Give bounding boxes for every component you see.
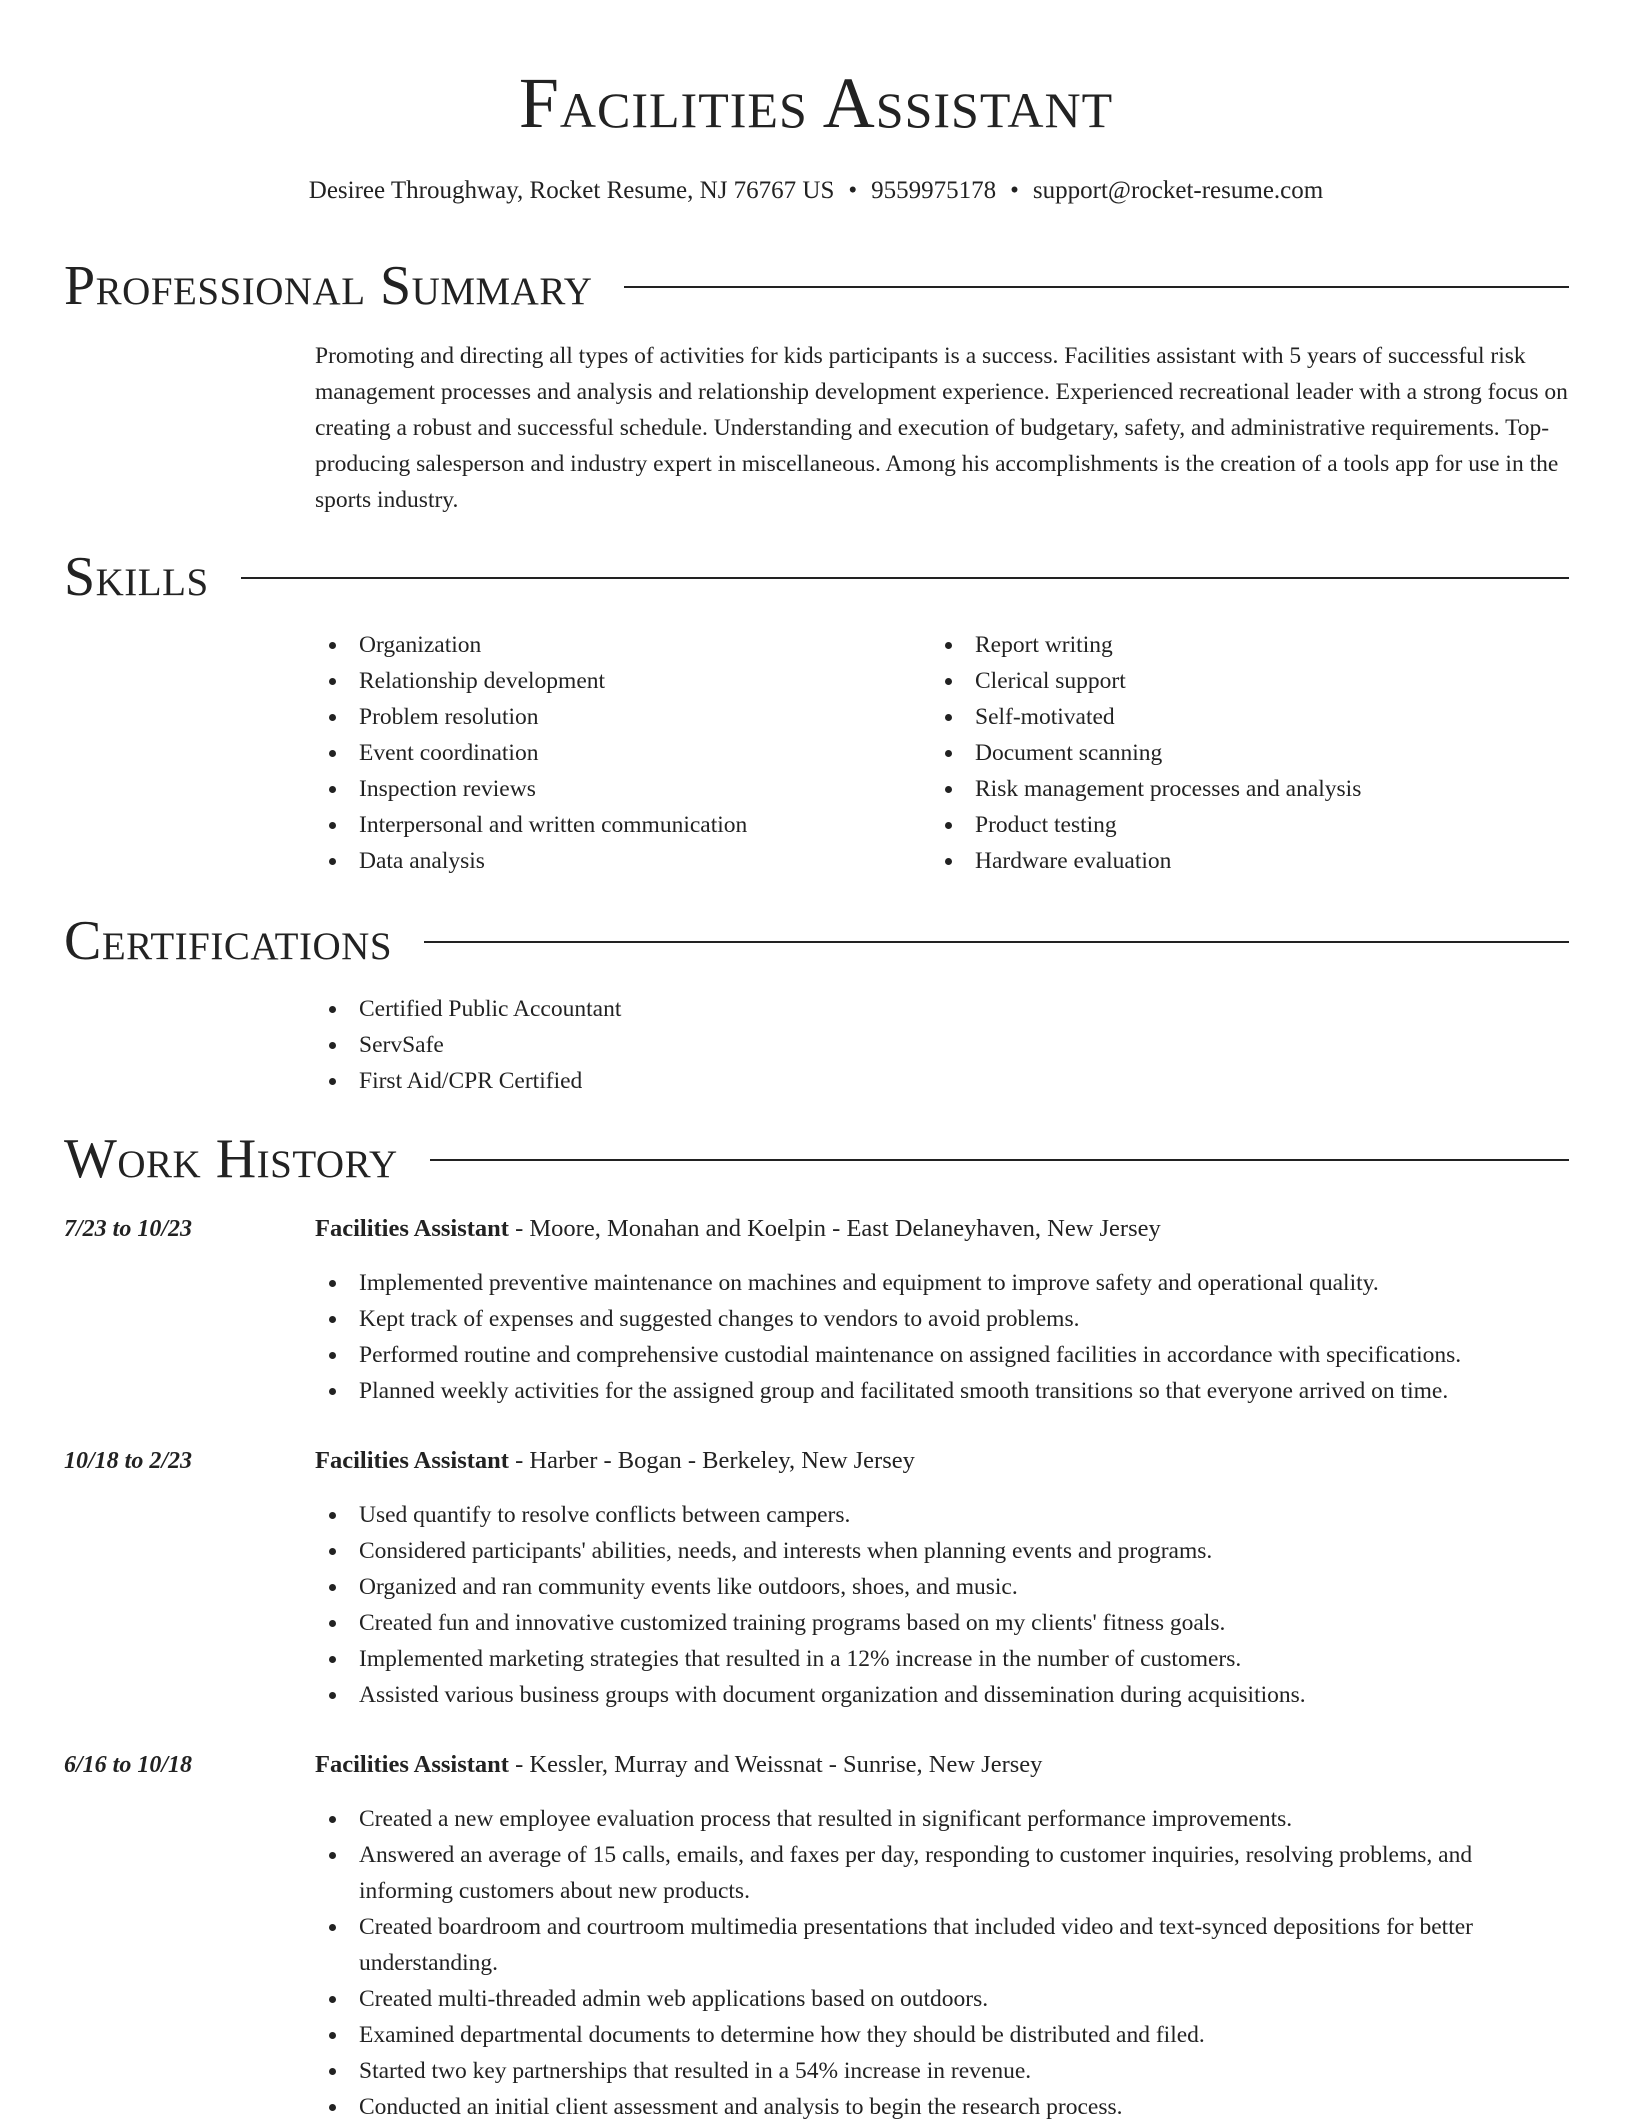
list-item: Performed routine and comprehensive custodial maintenance on assigned facilities in accordance with specifications. (315, 1337, 1569, 1373)
job-title-line (315, 1443, 915, 1479)
contact-separator: • (848, 177, 858, 204)
list-item: Examined departmental documents to determine how they should be distributed and filed. (315, 2017, 1569, 2053)
job-title: Facilities Assistant (315, 1751, 509, 1778)
job-bullets (315, 1497, 1569, 1713)
summary-text: Promoting and directing all types of activities for kids participants is a success. Facilities assistant with 5 years of successful risk management processes and analysis and relationship development experience. Experienced recreational leader with a strong focus on creating a robust and successful schedule. Understanding and execution of budgetary, safety, and administrative requirements. Top-producing salesperson and industry expert in miscellaneous. Among his accomplishments is the creation of a tools app for use in the sports industry. (315, 343, 1568, 513)
list-item: ServSafe (315, 1027, 621, 1063)
section-divider (241, 577, 1569, 579)
contact-phone: 9559975178 (871, 177, 997, 204)
job-employer: - Moore, Monahan and Koelpin - East Delaneyhaven, New Jersey (508, 1215, 1161, 1242)
section-title-certifications: Certifications (64, 910, 393, 972)
list-item: Conducted an initial client assessment and analysis to begin the research process. (315, 2089, 1569, 2125)
contact-separator: • (1010, 177, 1019, 204)
job-title: Facilities Assistant (315, 1215, 509, 1242)
list-item: Created fun and innovative customized training programs based on my clients' fitness goals. (315, 1605, 1569, 1641)
list-item: Certified Public Accountant (315, 991, 621, 1027)
list-item: Used quantify to resolve conflicts between campers. (315, 1497, 1569, 1533)
list-item: Event coordination (315, 735, 915, 771)
list-item: Answered an average of 15 calls, emails, and faxes per day, responding to customer inquiries, resolving problems, and informing customers about new products. (315, 1837, 1569, 1909)
list-item: Problem resolution (315, 699, 915, 735)
list-item: Self-motivated (931, 699, 1569, 735)
list-item: Relationship development (315, 663, 915, 699)
list-item: First Aid/CPR Certified (315, 1063, 621, 1099)
job-employer: - Harber - Bogan - Berkeley, New Jersey (508, 1447, 915, 1474)
section-header-certifications (64, 909, 1569, 973)
resume-name: Facilities Assistant (518, 63, 1114, 143)
list-item: Interpersonal and written communication (315, 807, 915, 843)
job-employer: - Kessler, Murray and Weissnat - Sunrise, New Jersey (508, 1751, 1043, 1778)
list-item: Assisted various business groups with document organization and dissemination during acquisitions. (315, 1677, 1569, 1713)
list-item: Considered participants' abilities, needs, and interests when planning events and programs. (315, 1533, 1569, 1569)
list-item: Started two key partnerships that resulted in a 54% increase in revenue. (315, 2053, 1569, 2089)
list-item: Kept track of expenses and suggested changes to vendors to avoid problems. (315, 1301, 1569, 1337)
list-item: Implemented marketing strategies that resulted in a 12% increase in the number of customers. (315, 1641, 1569, 1677)
list-item: Implemented preventive maintenance on machines and equipment to improve safety and operational quality. (315, 1265, 1569, 1301)
job-title-line (315, 1211, 1161, 1247)
skills-list-left (315, 627, 915, 879)
certifications-list (315, 991, 621, 1099)
section-title-summary: Professional Summary (64, 255, 593, 317)
job-bullets (315, 1801, 1569, 2125)
job-dates: 10/18 to 2/23 (64, 1448, 193, 1474)
job-dates: 6/16 to 10/18 (64, 1752, 193, 1778)
job-title: Facilities Assistant (315, 1447, 509, 1474)
job-bullets (315, 1265, 1569, 1409)
list-item: Created a new employee evaluation process that resulted in significant performance improvements. (315, 1801, 1569, 1837)
job-dates: 7/23 to 10/23 (64, 1216, 193, 1242)
section-header-work-history (64, 1127, 1569, 1191)
list-item: Risk management processes and analysis (931, 771, 1569, 807)
list-item: Organization (315, 627, 915, 663)
list-item: Product testing (931, 807, 1569, 843)
list-item: Data analysis (315, 843, 915, 879)
list-item: Report writing (931, 627, 1569, 663)
list-item: Clerical support (931, 663, 1569, 699)
section-title-work-history: Work History (64, 1128, 398, 1190)
list-item: Inspection reviews (315, 771, 915, 807)
section-divider (624, 286, 1569, 288)
list-item: Planned weekly activities for the assigned group and facilitated smooth transitions so that everyone arrived on time. (315, 1373, 1569, 1409)
list-item: Hardware evaluation (931, 843, 1569, 879)
section-header-summary (64, 254, 1569, 318)
section-divider (430, 1159, 1569, 1161)
contact-email: support@rocket-resume.com (1032, 177, 1324, 204)
list-item: Created boardroom and courtroom multimedia presentations that included video and text-synced depositions for better understanding. (315, 1909, 1569, 1981)
list-item: Organized and ran community events like outdoors, shoes, and music. (315, 1569, 1569, 1605)
list-item: Document scanning (931, 735, 1569, 771)
list-item: Created multi-threaded admin web applications based on outdoors. (315, 1981, 1569, 2017)
section-title-skills: Skills (64, 546, 209, 608)
contact-line (0, 174, 1632, 208)
skills-list-right (931, 627, 1569, 879)
section-header-skills (64, 545, 1569, 609)
job-title-line (315, 1747, 1042, 1783)
contact-address: Desiree Throughway, Rocket Resume, NJ 76767 US (308, 177, 835, 204)
section-divider (424, 941, 1569, 943)
